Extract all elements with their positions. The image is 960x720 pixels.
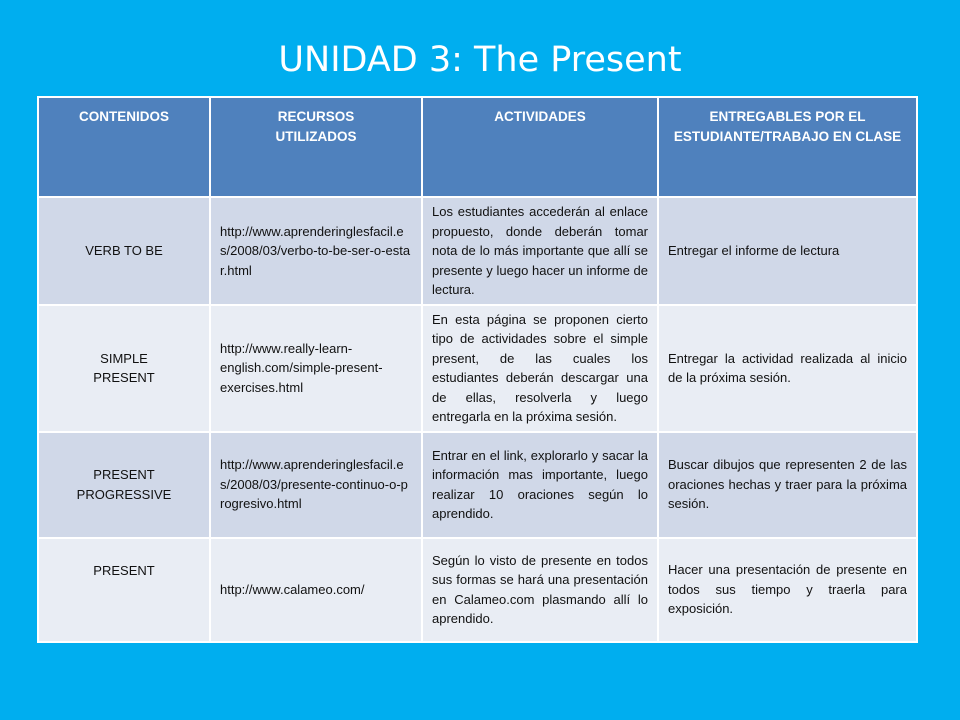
cell-actividad: Los estudiantes accederán al enlace propuesto, donde deberán tomar nota de lo más importante que allí se presente y luego hacer un informe de lectura. (422, 197, 658, 305)
cell-entregable: Hacer una presentación de presente en todos sus tiempo y traerla para exposición. (658, 538, 917, 642)
cell-actividad: En esta página se proponen cierto tipo de actividades sobre el simple present, de las cuales los estudiantes deberán descargar una de ellas, resolverla y luego entregarla en la próxima sesión. (422, 305, 658, 432)
table-header-row (38, 97, 917, 197)
header-contenidos: CONTENIDOS (38, 97, 210, 197)
header-entregables: ENTREGABLES POR EL ESTUDIANTE/TRABAJO EN CLASE (658, 97, 917, 197)
cell-recurso-link[interactable]: http://www.aprenderinglesfacil.es/2008/03/verbo-to-be-ser-o-estar.html (210, 197, 422, 305)
unit-plan-table (37, 96, 918, 643)
cell-actividad: Según lo visto de presente en todos sus formas se hará una presentación en Calameo.com plasmando allí lo aprendido. (422, 538, 658, 642)
cell-contenido: PRESENT PROGRESSIVE (38, 432, 210, 538)
cell-entregable: Entregar el informe de lectura (658, 197, 917, 305)
cell-contenido: SIMPLE PRESENT (38, 305, 210, 432)
table-row (38, 432, 917, 538)
cell-actividad: Entrar en el link, explorarlo y sacar la información mas importante, luego realizar 10 oraciones según lo aprendido. (422, 432, 658, 538)
cell-recurso-link[interactable]: http://www.calameo.com/ (210, 538, 422, 642)
table-row (38, 538, 917, 642)
cell-contenido: VERB TO BE (38, 197, 210, 305)
table-row (38, 305, 917, 432)
cell-recurso-link[interactable]: http://www.aprenderinglesfacil.es/2008/03/presente-continuo-o-progresivo.html (210, 432, 422, 538)
header-recursos: RECURSOS UTILIZADOS (210, 97, 422, 197)
cell-entregable: Buscar dibujos que representen 2 de las oraciones hechas y traer para la próxima sesión. (658, 432, 917, 538)
cell-recurso-link[interactable]: http://www.really-learn-english.com/simple-present-exercises.html (210, 305, 422, 432)
cell-entregable: Entregar la actividad realizada al inicio de la próxima sesión. (658, 305, 917, 432)
cell-contenido: PRESENT (38, 538, 210, 642)
table-row (38, 197, 917, 305)
slide-title: UNIDAD 3: The Present (278, 40, 682, 80)
header-actividades: ACTIVIDADES (422, 97, 658, 197)
